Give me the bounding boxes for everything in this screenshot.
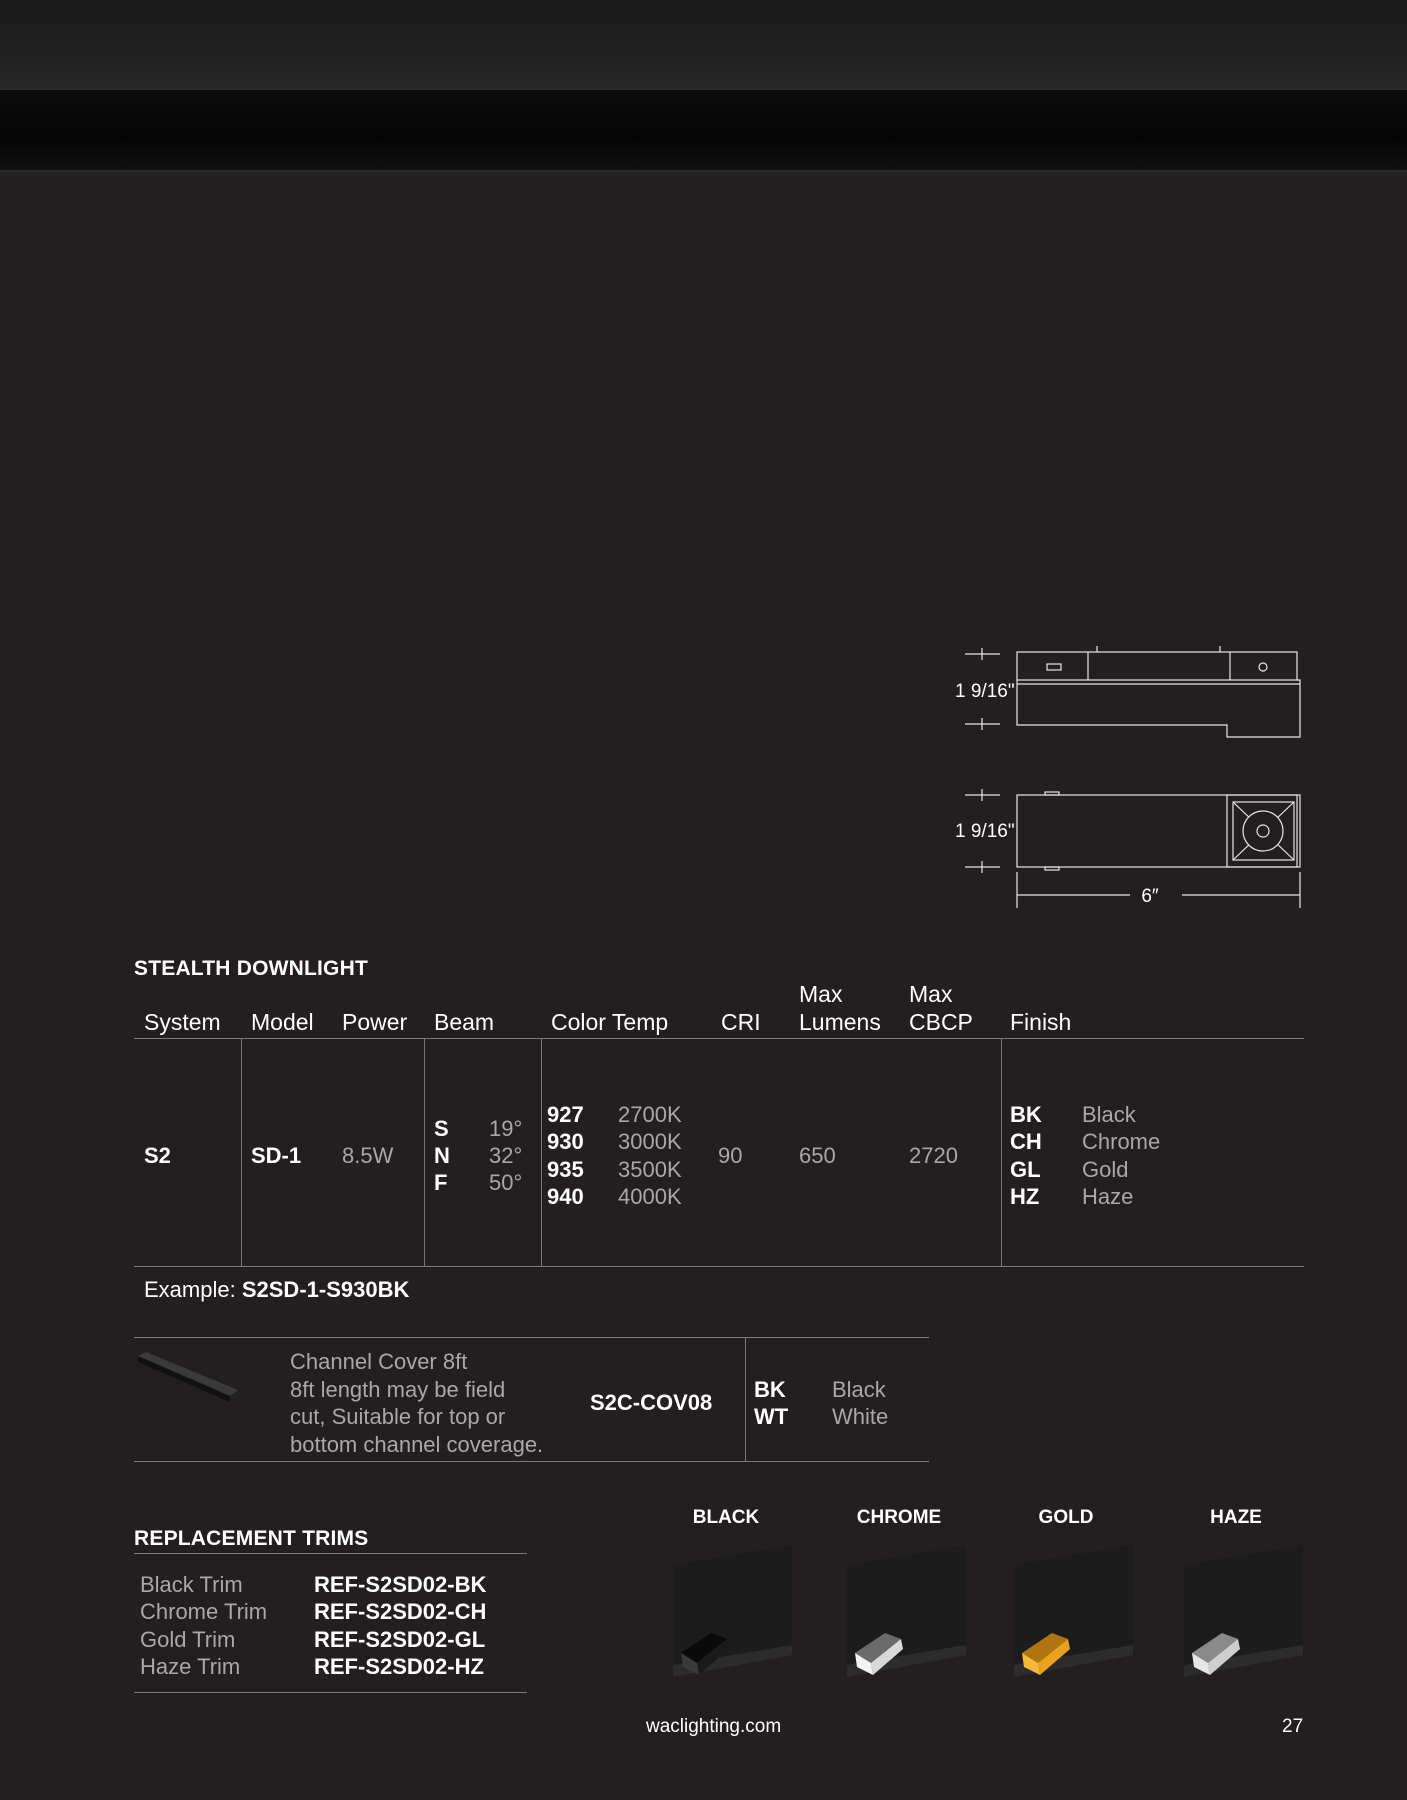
- model-value: SD-1: [251, 1143, 302, 1168]
- accessory-finish-code: BK: [754, 1377, 786, 1402]
- trim-part-number: REF-S2SD02-HZ: [314, 1654, 484, 1679]
- accessory-finish-code: WT: [754, 1404, 789, 1429]
- accessory-bottom-divider: [134, 1461, 929, 1462]
- black-trim-image: [667, 1545, 792, 1680]
- trim-name: Haze Trim: [140, 1654, 241, 1679]
- finish-name: Black: [1082, 1102, 1136, 1127]
- header-color-temp: Color Temp: [551, 1009, 669, 1035]
- beam-code: S: [434, 1116, 449, 1141]
- header-max-cbcp-line2: CBCP: [909, 1009, 973, 1035]
- power-value: 8.5W: [342, 1143, 394, 1168]
- gold-trim-image: [1008, 1545, 1133, 1680]
- beam-angle: 19°: [489, 1116, 523, 1141]
- accessory-description-line: bottom channel coverage.: [290, 1432, 544, 1457]
- finish-name: Chrome: [1082, 1129, 1161, 1154]
- chrome-trim-image: [841, 1545, 966, 1680]
- accessory-description-line: Channel Cover 8ft: [290, 1349, 468, 1374]
- trim-part-number: REF-S2SD02-GL: [314, 1627, 486, 1652]
- example-label: Example:: [144, 1277, 236, 1302]
- finish-name: Gold: [1082, 1157, 1129, 1182]
- header-divider: [134, 1038, 1304, 1039]
- header-power: Power: [342, 1009, 408, 1035]
- max-cbcp-value: 2720: [909, 1143, 958, 1168]
- column-divider: [241, 1038, 242, 1266]
- trim-name: Chrome Trim: [140, 1599, 268, 1624]
- dimension-diagram: [950, 640, 1310, 920]
- swatch-label: CHROME: [856, 1507, 942, 1528]
- side-height-dimension: 1 9/16": [955, 681, 1015, 702]
- table-bottom-divider: [134, 1266, 1304, 1267]
- haze-trim-image: [1178, 1545, 1303, 1680]
- color-temp-kelvin: 3000K: [618, 1129, 682, 1154]
- trim-name: Gold Trim: [140, 1627, 236, 1652]
- beam-code: N: [434, 1143, 450, 1168]
- accessory-description-line: 8ft length may be field: [290, 1377, 506, 1402]
- header-cri: CRI: [721, 1009, 761, 1035]
- trim-part-number: REF-S2SD02-BK: [314, 1572, 487, 1597]
- color-temp-code: 935: [547, 1157, 584, 1182]
- swatch-label: GOLD: [1038, 1507, 1094, 1528]
- finish-code: HZ: [1010, 1184, 1040, 1209]
- track-rail-edge: [0, 170, 1407, 178]
- example-line: [144, 1276, 409, 1304]
- length-dimension: 6″: [1141, 886, 1159, 907]
- color-temp-code: 930: [547, 1129, 584, 1154]
- accessory-finish-name: White: [832, 1404, 889, 1429]
- page-number: 27: [1282, 1716, 1304, 1737]
- swatch-label: HAZE: [1210, 1507, 1262, 1528]
- color-temp-kelvin: 2700K: [618, 1102, 682, 1127]
- header-max-lumens-line2: Lumens: [799, 1009, 881, 1035]
- color-temp-kelvin: 3500K: [618, 1157, 682, 1182]
- front-height-dimension: 1 9/16": [955, 821, 1015, 842]
- channel-cover-image: [136, 1350, 240, 1410]
- header-max-cbcp-line1: Max: [909, 981, 953, 1007]
- column-divider: [424, 1038, 425, 1266]
- column-divider: [541, 1038, 542, 1266]
- finish-code: CH: [1010, 1129, 1042, 1154]
- accessory-column-divider: [745, 1337, 746, 1461]
- header-beam: Beam: [434, 1009, 495, 1035]
- finish-code: BK: [1010, 1102, 1042, 1127]
- max-lumens-value: 650: [799, 1143, 836, 1168]
- finish-name: Haze: [1082, 1184, 1134, 1209]
- replacement-trims-title: REPLACEMENT TRIMS: [134, 1527, 369, 1550]
- header-max-lumens-line1: Max: [799, 981, 843, 1007]
- color-temp-code: 940: [547, 1184, 584, 1209]
- color-temp-code: 927: [547, 1102, 584, 1127]
- beam-angle: 50°: [489, 1170, 523, 1195]
- footer-url[interactable]: waclighting.com: [646, 1716, 782, 1737]
- track-rail-channel: [0, 90, 1407, 172]
- swatch-label: BLACK: [692, 1507, 760, 1528]
- finish-code: GL: [1010, 1157, 1041, 1182]
- beam-angle: 32°: [489, 1143, 523, 1168]
- example-value: S2SD-1-S930BK: [241, 1277, 410, 1302]
- header-finish: Finish: [1010, 1009, 1072, 1035]
- beam-code: F: [434, 1170, 448, 1195]
- replacement-bottom-divider: [134, 1692, 527, 1693]
- header-model: Model: [251, 1009, 314, 1035]
- color-temp-kelvin: 4000K: [618, 1184, 682, 1209]
- header-system: System: [144, 1009, 221, 1035]
- trim-part-number: REF-S2SD02-CH: [314, 1599, 487, 1624]
- system-value: S2: [144, 1143, 171, 1168]
- section-title: STEALTH DOWNLIGHT: [134, 957, 368, 980]
- accessory-part-number: S2C-COV08: [590, 1390, 713, 1415]
- replacement-top-divider: [134, 1553, 527, 1554]
- accessory-description-line: cut, Suitable for top or: [290, 1404, 506, 1429]
- accessory-top-divider: [134, 1337, 929, 1338]
- track-rail-top: [0, 0, 1407, 90]
- column-divider: [1001, 1038, 1002, 1266]
- accessory-finish-name: Black: [832, 1377, 886, 1402]
- cri-value: 90: [718, 1143, 743, 1168]
- trim-name: Black Trim: [140, 1572, 243, 1597]
